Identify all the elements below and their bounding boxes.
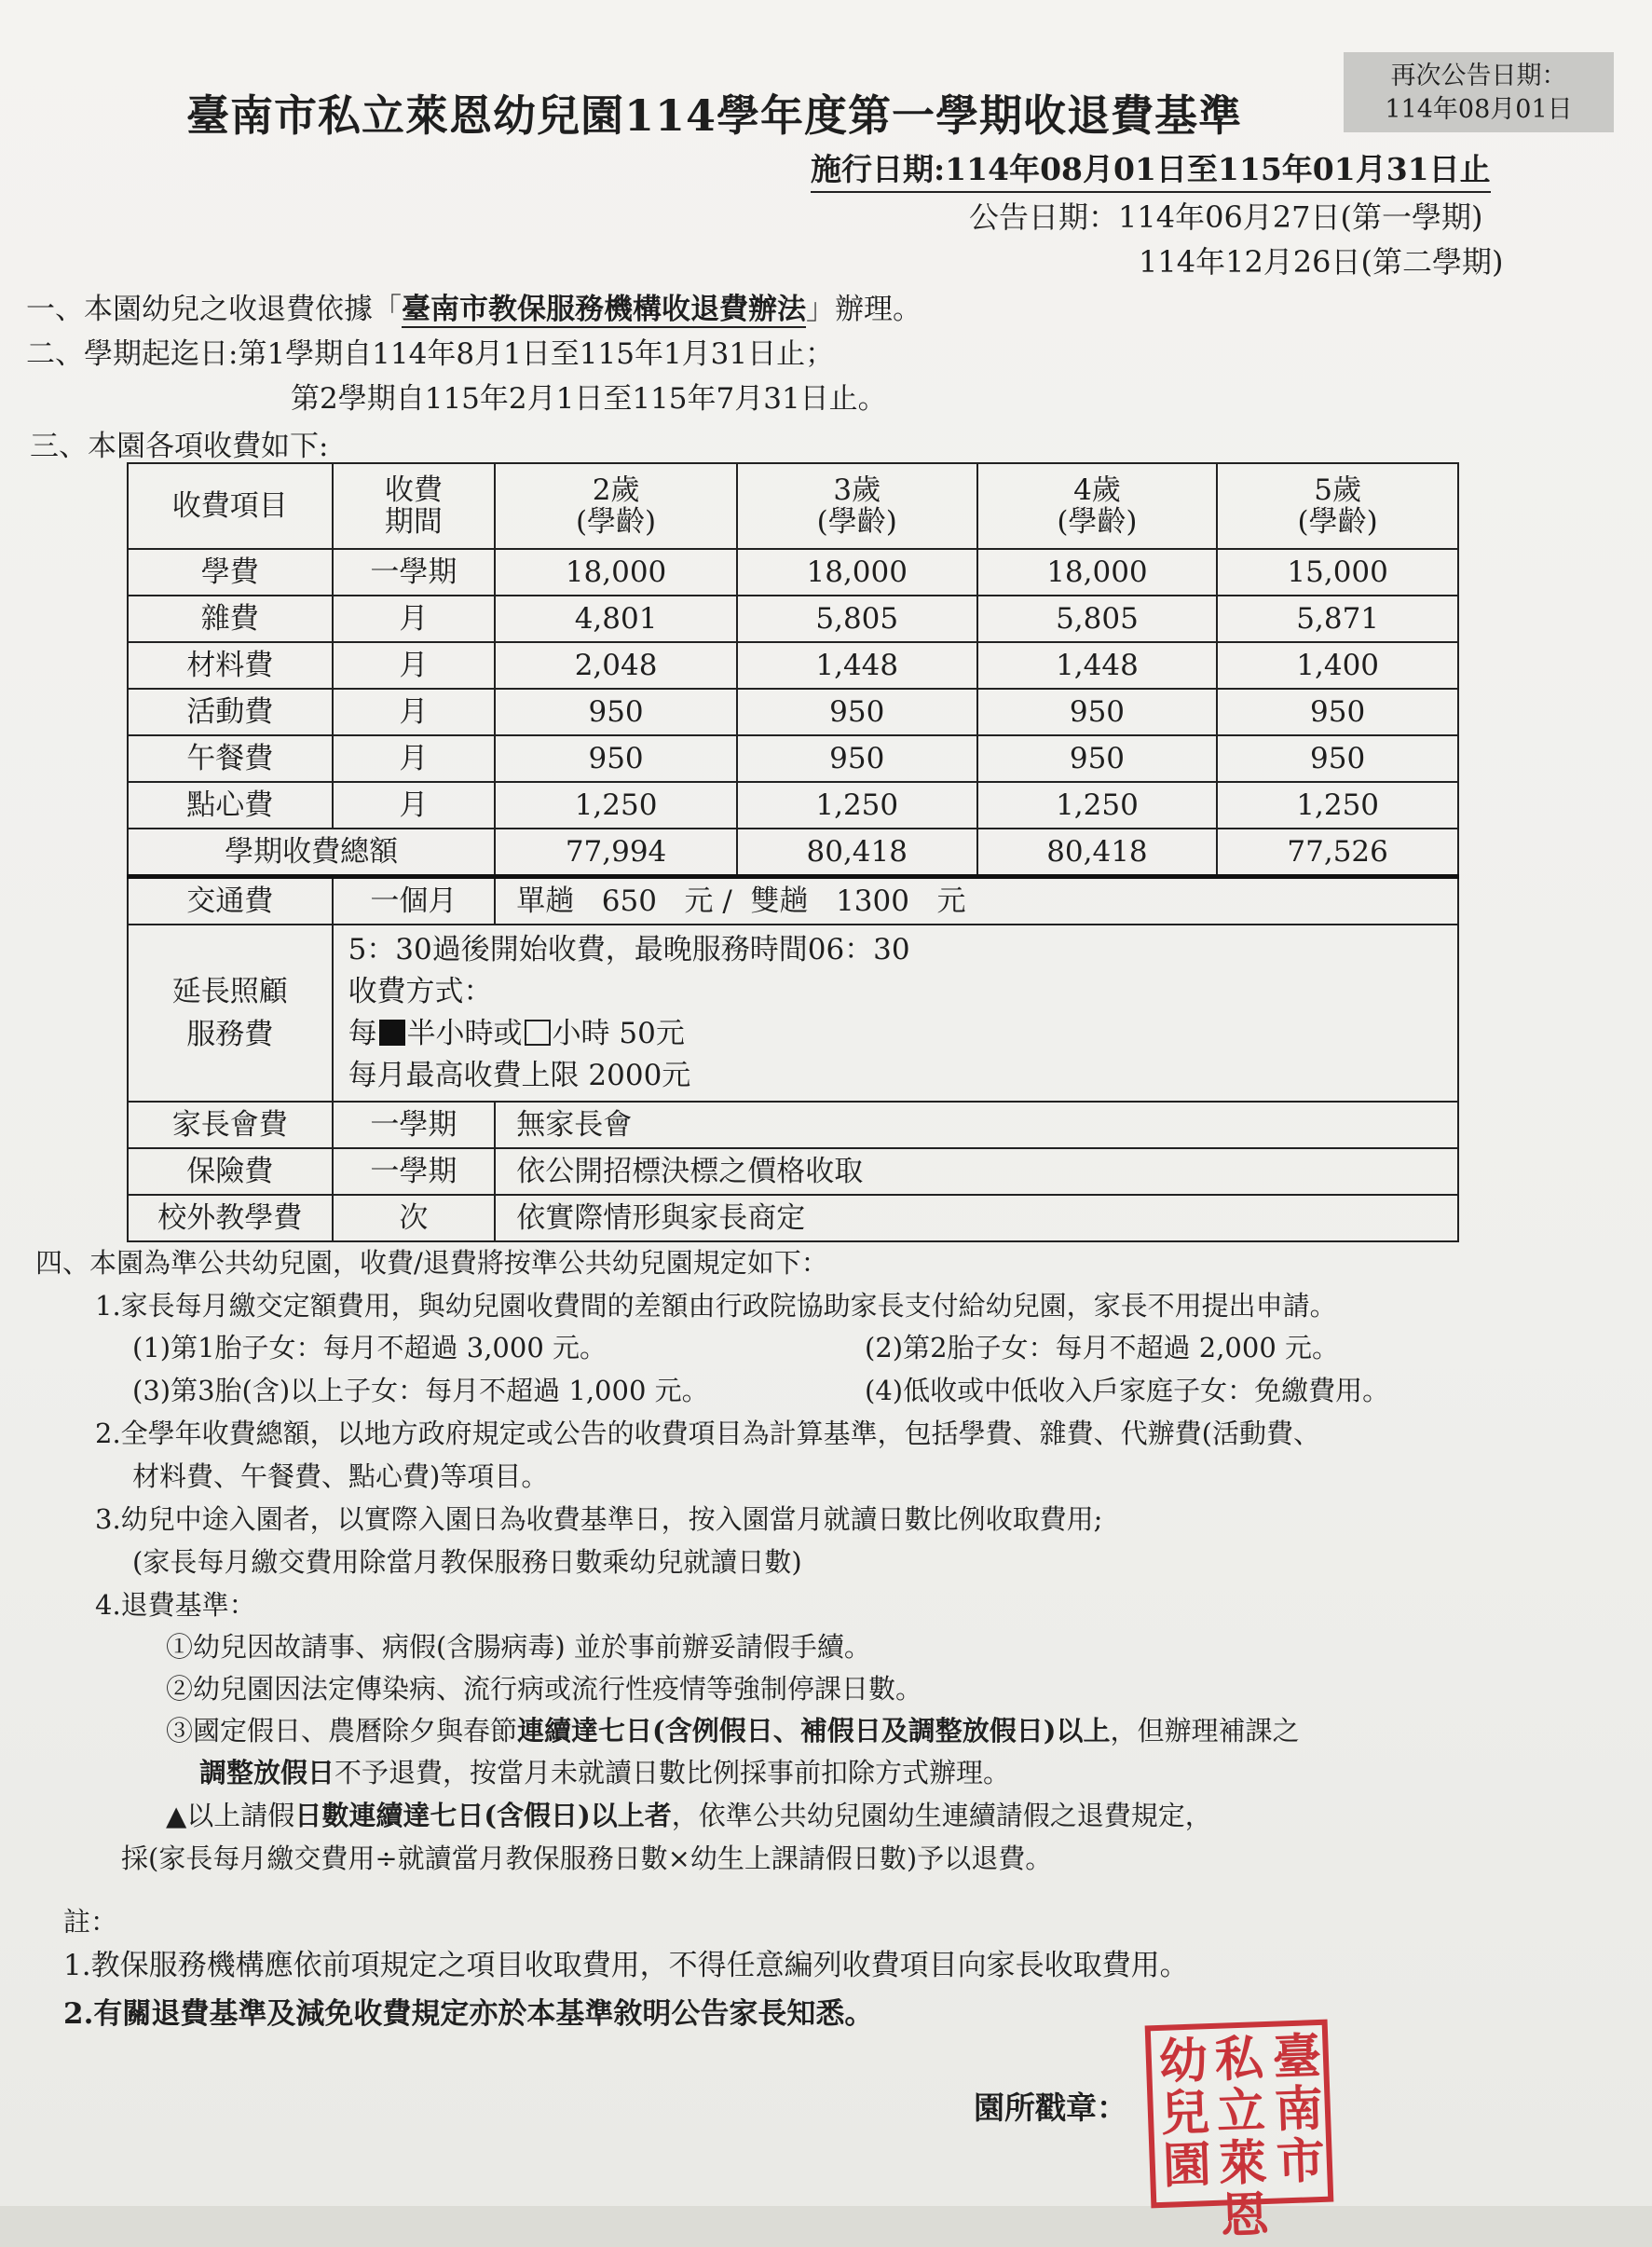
- row-value: 5,805: [737, 596, 977, 642]
- row-value: 950: [1217, 689, 1458, 735]
- table-row: [128, 549, 1458, 596]
- row-period: 月: [333, 689, 496, 735]
- document-title: 臺南市私立萊恩幼兒園114學年度第一學期收退費基準: [186, 90, 1243, 141]
- table-row: [128, 596, 1458, 642]
- row-value: 15,000: [1217, 549, 1458, 596]
- row-value: 4,801: [495, 596, 737, 642]
- table-row: [128, 642, 1458, 689]
- row-desc: 依實際情形與家長商定: [495, 1195, 1458, 1241]
- row-value: 1,448: [977, 642, 1218, 689]
- section-4-item-2b: 材料費、午餐費、點心費)等項目。: [132, 1460, 549, 1492]
- row-period: 月: [333, 596, 496, 642]
- refund-rule-5: 採(家長每月繳交費用÷就讀當月教保服務日數×幼生上課請假日數)予以退費。: [121, 1843, 1053, 1874]
- row-item: 學費: [128, 549, 333, 596]
- row-value: 1,250: [977, 782, 1218, 829]
- section-4-item-4: 4.退費基準：: [95, 1589, 256, 1621]
- row-value: 950: [1217, 735, 1458, 782]
- row-value: 1,448: [737, 642, 977, 689]
- refund-rule-3: ③國定假日、農曆除夕與春節連續達七日(含例假日、補假日及調整放假日)以上，但辦理補課之: [166, 1715, 1300, 1747]
- row-value: 1,250: [495, 782, 737, 829]
- extended-line-1: 5：30過後開始收費，最晚服務時間06：30: [348, 933, 910, 966]
- row-value: 950: [977, 689, 1218, 735]
- notes-label: 註：: [63, 1906, 118, 1938]
- row-value: 1,250: [737, 782, 977, 829]
- transport-item: 交通費: [128, 877, 333, 925]
- row-value: 18,000: [737, 549, 977, 596]
- effective-date: 施行日期:114年08月01日至115年01月31日止: [811, 145, 1491, 193]
- row-item: 雜費: [128, 596, 333, 642]
- row-value: 950: [495, 735, 737, 782]
- section-4-sub-3: (3)第3胎(含)以上子女：每月不超過 1,000 元。: [132, 1375, 709, 1406]
- reannounce-box: [1344, 52, 1614, 132]
- row-period: 月: [333, 782, 496, 829]
- total-value: 77,994: [495, 829, 737, 877]
- section-4-sub-4: (4)低收或中低收入戶家庭子女：免繳費用。: [865, 1375, 1390, 1406]
- section-4-item-3b: (家長每月繳交費用除當月教保服務日數乘幼兒就讀日數): [132, 1546, 802, 1578]
- extended-line-3: 每 半小時或 小時 50元: [348, 1017, 685, 1050]
- fee-table: [127, 462, 1459, 1242]
- row-item: 材料費: [128, 642, 333, 689]
- refund-rule-3-cont: 調整放假日不予退費，按當月未就讀日數比例採事前扣除方式辦理。: [199, 1757, 1011, 1788]
- section-1: [26, 285, 922, 327]
- checkbox-filled-icon: [379, 1020, 405, 1046]
- transport-row: [128, 877, 1458, 925]
- row-period: 一學期: [333, 1102, 496, 1148]
- row-item: 家長會費: [128, 1102, 333, 1148]
- reannounce-label: 再次公告日期：: [1390, 62, 1567, 90]
- header-period: 收費 期間: [333, 463, 496, 549]
- row-value: 1,250: [1217, 782, 1458, 829]
- row-value: 950: [977, 735, 1218, 782]
- table-row: [128, 735, 1458, 782]
- header-age-5: 5歲 (學齡): [1217, 463, 1458, 549]
- table-row: [128, 1102, 1458, 1148]
- row-value: 2,048: [495, 642, 737, 689]
- section-4-sub-1: (1)第1胎子女：每月不超過 3,000 元。: [132, 1332, 607, 1363]
- extended-care-row: [128, 925, 1458, 1102]
- row-item: 點心費: [128, 782, 333, 829]
- note-1: 1.教保服務機構應依前項規定之項目收取費用，不得任意編列收費項目向家長收取費用。: [63, 1949, 1189, 1982]
- school-seal: 臺 南 市 私 立 萊 恩 幼 兒 園: [1145, 2020, 1334, 2209]
- row-item: 活動費: [128, 689, 333, 735]
- total-row: [128, 829, 1458, 877]
- header-age-3: 3歲 (學齡): [737, 463, 977, 549]
- transport-desc: 單趟 650 元 / 雙趟 1300 元: [495, 877, 1458, 925]
- announce-date-1: 公告日期：114年06月27日(第一學期): [969, 199, 1483, 235]
- row-value: 5,871: [1217, 596, 1458, 642]
- checkbox-empty-icon: [525, 1020, 551, 1046]
- row-item: 校外教學費: [128, 1195, 333, 1241]
- extended-line-2: 收費方式：: [348, 975, 493, 1008]
- header-age-4: 4歲 (學齡): [977, 463, 1218, 549]
- table-row: [128, 782, 1458, 829]
- refund-rule-4: ▲以上請假日數連續達七日(含假日)以上者，依準公共幼兒園幼生連續請假之退費規定，: [166, 1800, 1212, 1831]
- row-period: 月: [333, 735, 496, 782]
- row-value: 18,000: [977, 549, 1218, 596]
- table-row: [128, 1148, 1458, 1195]
- row-period: 一學期: [333, 549, 496, 596]
- reannounce-date: 114年08月01日: [1385, 95, 1573, 124]
- row-item: 保險費: [128, 1148, 333, 1195]
- note-2: 2.有關退費基準及減免收費規定亦於本基準敘明公告家長知悉。: [63, 1997, 874, 2031]
- row-value: 950: [495, 689, 737, 735]
- section-2-line-1: 二、學期起迄日:第1學期自114年8月1日至115年1月31日止；: [26, 337, 835, 371]
- section-4-item-1: 1.家長每月繳交定額費用，與幼兒園收費間的差額由行政院協助家長支付給幼兒園，家長不用提出申請。: [95, 1290, 1337, 1322]
- section-4-item-2a: 2.全學年收費總額，以地方政府規定或公告的收費項目為計算基準，包括學費、雜費、代辦費(活動費、: [95, 1418, 1320, 1449]
- row-item: 午餐費: [128, 735, 333, 782]
- refund-rule-1: ①幼兒因故請事、病假(含腸病毒) 並於事前辦妥請假手續。: [166, 1631, 871, 1663]
- table-header-row: [128, 463, 1458, 549]
- section-1-prefix: 一、本園幼兒之收退費依據「: [26, 293, 402, 326]
- announce-date-2: 114年12月26日(第二學期): [1139, 244, 1504, 280]
- refund-rule-2: ②幼兒園因法定傳染病、流行病或流行性疫情等強制停課日數。: [166, 1673, 923, 1705]
- row-value: 5,805: [977, 596, 1218, 642]
- section-4-title: 四、本園為準公共幼兒園，收費/退費將按準公共幼兒園規定如下：: [35, 1247, 828, 1279]
- total-value: 80,418: [977, 829, 1218, 877]
- row-value: 1,400: [1217, 642, 1458, 689]
- section-2-line-2: 第2學期自115年2月1日至115年7月31日止。: [291, 382, 887, 416]
- transport-period: 一個月: [333, 877, 496, 925]
- total-value: 80,418: [737, 829, 977, 877]
- row-value: 950: [737, 689, 977, 735]
- row-period: 一學期: [333, 1148, 496, 1195]
- header-age-2: 2歲 (學齡): [495, 463, 737, 549]
- row-desc: 依公開招標決標之價格收取: [495, 1148, 1458, 1195]
- extended-care-item: 延長照顧 服務費: [128, 925, 333, 1102]
- row-value: 950: [737, 735, 977, 782]
- total-label: 學期收費總額: [128, 829, 495, 877]
- extended-line-4: 每月最高收費上限 2000元: [348, 1059, 691, 1092]
- table-row: [128, 1195, 1458, 1241]
- section-1-suffix: 」辦理。: [806, 293, 922, 326]
- section-3-title: 三、本園各項收費如下:: [30, 430, 329, 463]
- stamp-label: 園所戳章：: [974, 2089, 1127, 2126]
- header-item: 收費項目: [128, 463, 333, 549]
- law-name: 臺南市教保服務機構收退費辦法: [402, 293, 806, 326]
- row-period: 月: [333, 642, 496, 689]
- table-row: [128, 689, 1458, 735]
- row-value: 18,000: [495, 549, 737, 596]
- row-period: 次: [333, 1195, 496, 1241]
- total-value: 77,526: [1217, 829, 1458, 877]
- row-desc: 無家長會: [495, 1102, 1458, 1148]
- section-4-item-3a: 3.幼兒中途入園者，以實際入園日為收費基準日，按入園當月就讀日數比例收取費用;: [95, 1503, 1103, 1535]
- section-4-sub-2: (2)第2胎子女：每月不超過 2,000 元。: [865, 1332, 1339, 1363]
- extended-care-desc: [333, 925, 1458, 1102]
